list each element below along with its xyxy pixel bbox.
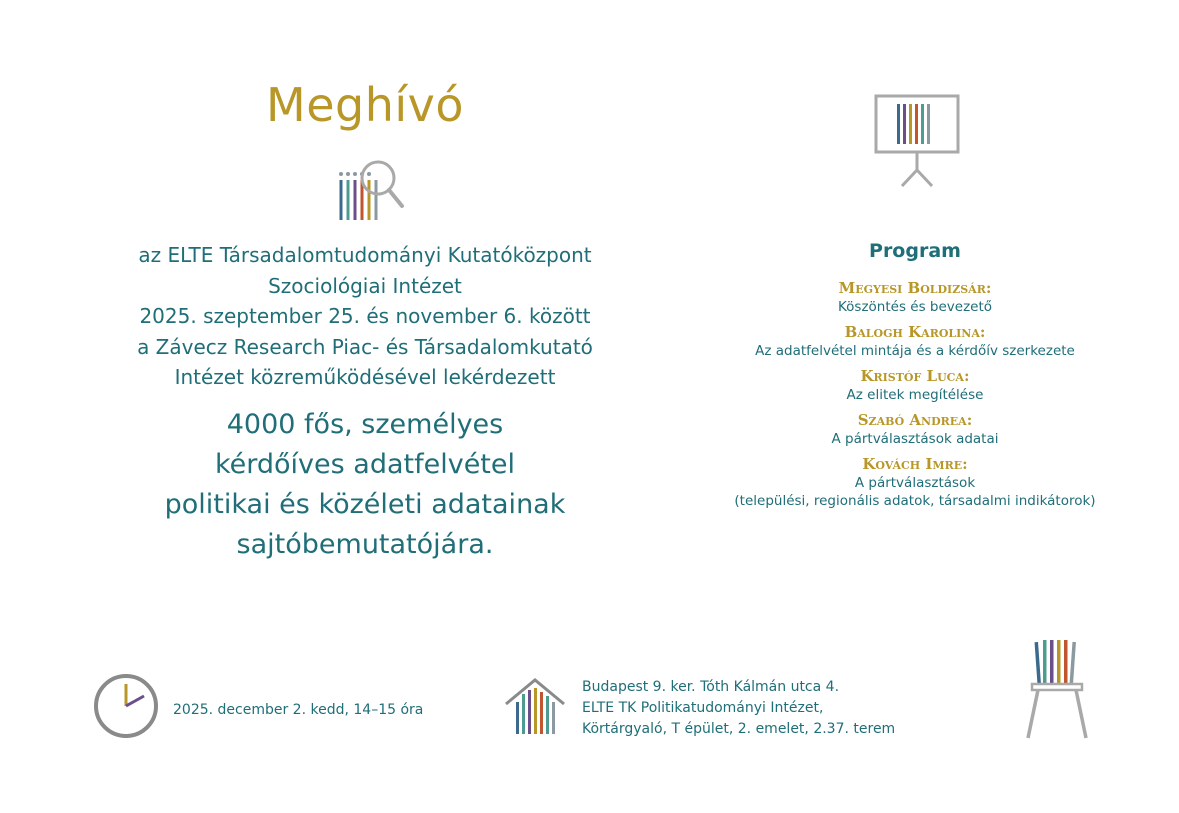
intro-line: Szociológiai Intézet (268, 273, 462, 298)
address-line: Körtárgyaló, T épület, 2. emelet, 2.37. terem (582, 721, 896, 737)
intro-text (90, 240, 640, 393)
intro-line: 2025. szeptember 25. és november 6. között (139, 304, 591, 328)
chair-icon (1024, 638, 1090, 742)
speaker-name: Balogh Karolina: (844, 323, 986, 341)
address-line: ELTE TK Politikatudományi Intézet, (582, 700, 824, 716)
program-item (700, 410, 1130, 448)
program-item (700, 366, 1130, 404)
headline-line: 4000 fős, személyes (226, 409, 504, 440)
talk-title: Az adatfelvétel mintája és a kérdőív szerkezete (755, 343, 1075, 359)
bars-magnifier-icon (335, 158, 410, 222)
address-line: Budapest 9. ker. Tóth Kálmán utca 4. (582, 679, 840, 695)
headline (110, 405, 620, 565)
venue-address (582, 677, 895, 740)
program-title: Program (869, 240, 961, 262)
program-item (700, 278, 1130, 316)
speaker-name: Kristóf Luca: (860, 367, 970, 385)
talk-title: Az elitek megítélése (846, 387, 984, 403)
page-title: Meghívó (266, 78, 464, 132)
talk-subtitle: (települési, regionális adatok, társadalmi indikátorok) (734, 493, 1096, 509)
intro-line: Intézet közreműködésével lekérdezett (174, 365, 556, 389)
clock-icon (92, 672, 160, 740)
talk-title: A pártválasztások (854, 475, 976, 491)
program-item (700, 322, 1130, 360)
intro-line: a Závecz Research Piac- és Társadalomkutató (137, 334, 593, 359)
headline-line: sajtóbemutatójára. (236, 529, 494, 560)
talk-title: A pártválasztások adatai (831, 431, 999, 447)
speaker-name: Megyesi Boldizsár: (838, 279, 992, 297)
event-date: 2025. december 2. kedd, 14–15 óra (173, 702, 424, 718)
program-item (700, 454, 1130, 510)
intro-line: az ELTE Társadalomtudományi Kutatóközpont (138, 243, 592, 267)
headline-line: politikai és közéleti adatainak (164, 489, 566, 520)
headline-line: kérdőíves adatfelvétel (214, 449, 516, 480)
presentation-board-icon (872, 92, 962, 188)
talk-title: Köszöntés és bevezető (837, 299, 993, 315)
speaker-name: Szabó Andrea: (857, 411, 973, 429)
program-list (700, 278, 1130, 516)
house-bars-icon (502, 674, 568, 738)
speaker-name: Kovách Imre: (862, 455, 968, 473)
